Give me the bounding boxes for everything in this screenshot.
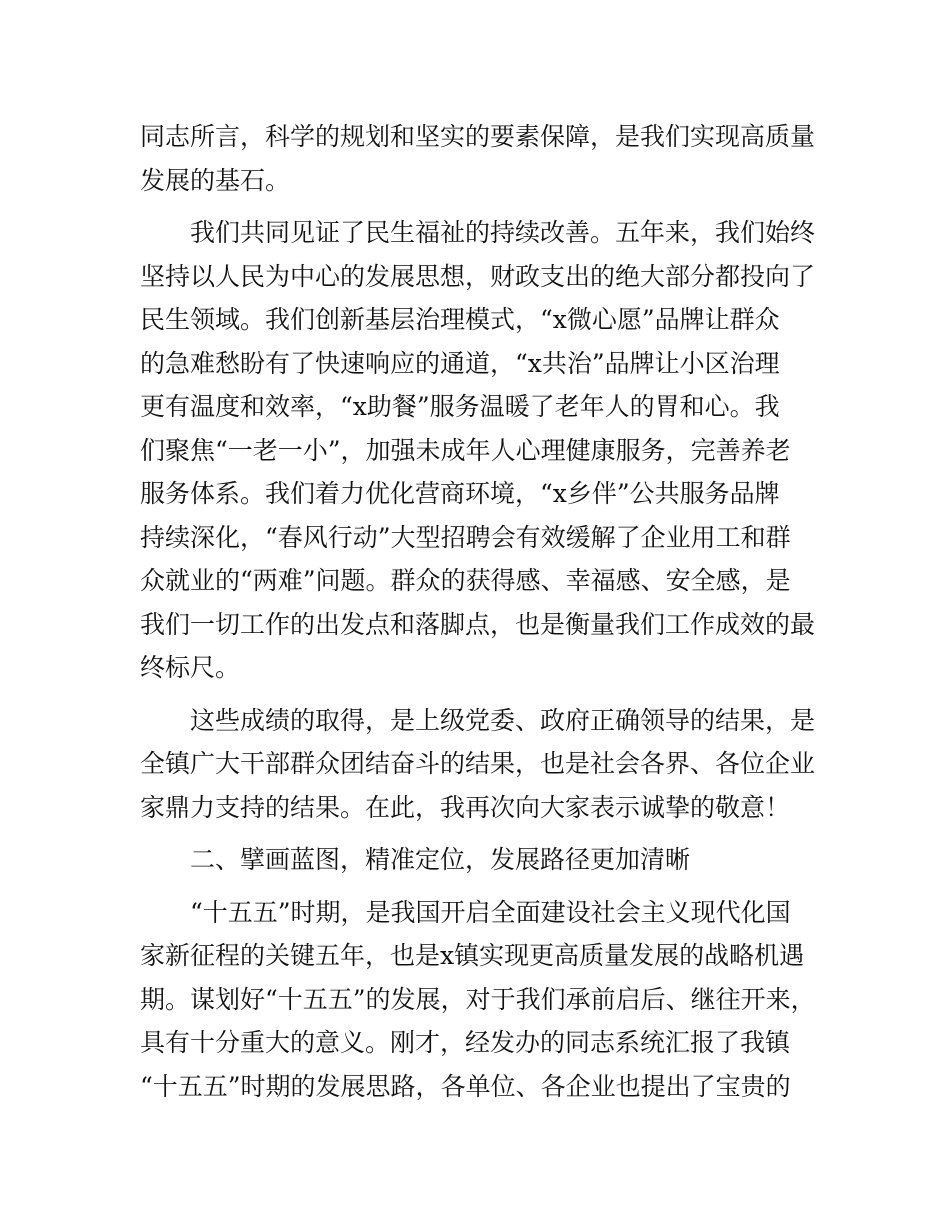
text-line: 更有温度和效率，“x助餐”服务温暖了老年人的胃和心。我 [140, 392, 780, 421]
text-line: 这些成绩的取得，是上级党委、政府正确领导的结果，是 [190, 705, 816, 735]
text-line: 终标尺。 [140, 653, 241, 682]
paragraph [140, 699, 816, 830]
paragraph [140, 891, 816, 1109]
text-line: “十五五”时期的发展思路，各单位、各企业也提出了宝贵的 [140, 1071, 791, 1101]
text-line: 坚持以人民为中心的发展思想，财政支出的绝大部分都投向了 [140, 261, 816, 291]
text-line: 们聚焦“一老一小”，加强未成年人心理健康服务，完善养老 [140, 435, 791, 465]
text-line: 期。谋划好“十五五”的发展，对于我们承前启后、继往开来， [140, 984, 816, 1014]
text-line: 众就业的“两难”问题。群众的获得感、幸福感、安全感，是 [140, 566, 791, 595]
text-line: “十五五”时期，是我国开启全面建设社会主义现代化国 [190, 897, 791, 927]
text-line: 全镇广大干部群众团结奋斗的结果，也是社会各界、各位企业 [140, 749, 816, 778]
paragraph [140, 838, 812, 882]
text-line: 家新征程的关键五年，也是x镇实现更高质量发展的战略机遇 [140, 941, 805, 970]
text-line: 具有十分重大的意义。刚才，经发办的同志系统汇报了我镇 [140, 1028, 791, 1057]
paragraph [140, 211, 816, 690]
text-line: 的急难愁盼有了快速响应的通道，“x共治”品牌让小区治理 [140, 348, 780, 378]
text-line: 二、擘画蓝图，精准定位，发展路径更加清晰 [190, 845, 691, 874]
text-line: 同志所言，科学的规划和坚实的要素保障，是我们实现高质量 [140, 122, 816, 151]
text-line: 发展的基石。 [140, 165, 291, 195]
document-body [140, 115, 816, 1117]
text-line: 民生领域。我们创新基层治理模式，“x微心愿”品牌让群众 [140, 305, 780, 334]
text-line: 我们一切工作的出发点和落脚点，也是衡量我们工作成效的最 [140, 609, 816, 639]
text-line: 家鼎力支持的结果。在此，我再次向大家表示诚挚的敬意！ [140, 792, 791, 822]
text-line: 我们共同见证了民生福祉的持续改善。五年来，我们始终 [190, 218, 816, 247]
text-line: 持续深化，“春风行动”大型招聘会有效缓解了企业用工和群 [140, 522, 791, 552]
text-line: 服务体系。我们着力优化营商环境，“x乡伴”公共服务品牌 [140, 479, 780, 508]
paragraph [140, 115, 816, 202]
